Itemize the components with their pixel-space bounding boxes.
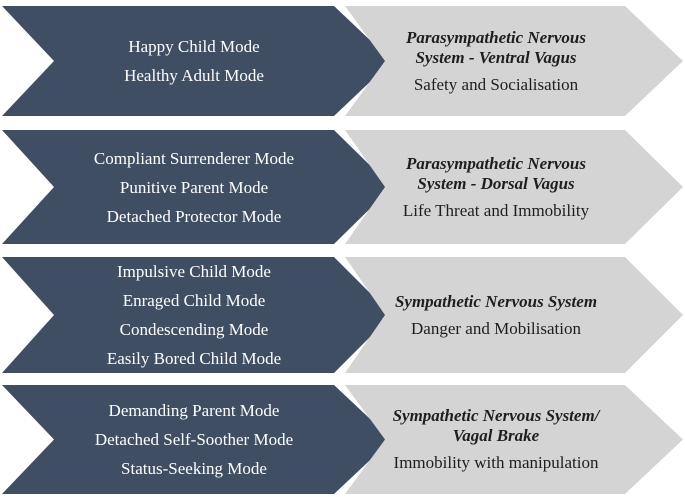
nervous-system-info (381, 385, 611, 494)
mode-label: Condescending Mode (119, 320, 269, 339)
mode-label: Easily Bored Child Mode (106, 349, 282, 368)
nervous-system-chevron-2 (345, 130, 683, 244)
nervous-system-description: Safety and Socialisation (413, 74, 579, 94)
nervous-system-chevron-4 (345, 385, 683, 494)
nervous-system-title: Parasympathetic Nervous System - Dorsal Vagus (406, 153, 586, 193)
mode-label: Detached Protector Mode (106, 206, 282, 226)
schema-modes-list (52, 257, 336, 373)
schema-modes-chevron-2 (2, 130, 392, 244)
nervous-system-info (381, 130, 611, 244)
mode-label: Status-Seeking Mode (121, 459, 267, 478)
mode-label: Enraged Child Mode (122, 291, 266, 310)
schema-modes-list (52, 385, 336, 494)
nervous-system-description: Immobility with manipulation (393, 453, 599, 472)
nervous-system-title: Parasympathetic Nervous System - Ventral Vagus (406, 27, 586, 67)
mode-label: Detached Self-Soother Mode (94, 430, 294, 449)
mode-label: Compliant Surrenderer Mode (93, 148, 295, 168)
nervous-system-info (381, 257, 611, 373)
nervous-system-title: Sympathetic Nervous System (394, 291, 598, 311)
mode-label: Punitive Parent Mode (119, 177, 269, 197)
mode-label: Demanding Parent Mode (108, 401, 280, 420)
mode-label: Healthy Adult Mode (124, 66, 264, 85)
mode-label: Impulsive Child Mode (117, 262, 271, 281)
schema-modes-list (52, 6, 336, 116)
schema-modes-list (52, 130, 336, 244)
schema-modes-chevron-4 (2, 385, 392, 494)
nervous-system-description: Life Threat and Immobility (402, 200, 590, 220)
nervous-system-info (381, 6, 611, 116)
mode-label: Happy Child Mode (128, 37, 260, 56)
nervous-system-chevron-1 (345, 6, 683, 116)
schema-modes-chevron-1 (2, 6, 392, 116)
nervous-system-description: Danger and Mobilisation (411, 318, 581, 338)
nervous-system-chevron-3 (345, 257, 683, 373)
nervous-system-title: Sympathetic Nervous System/ Vagal Brake (392, 406, 600, 445)
schema-modes-chevron-3 (2, 257, 392, 373)
